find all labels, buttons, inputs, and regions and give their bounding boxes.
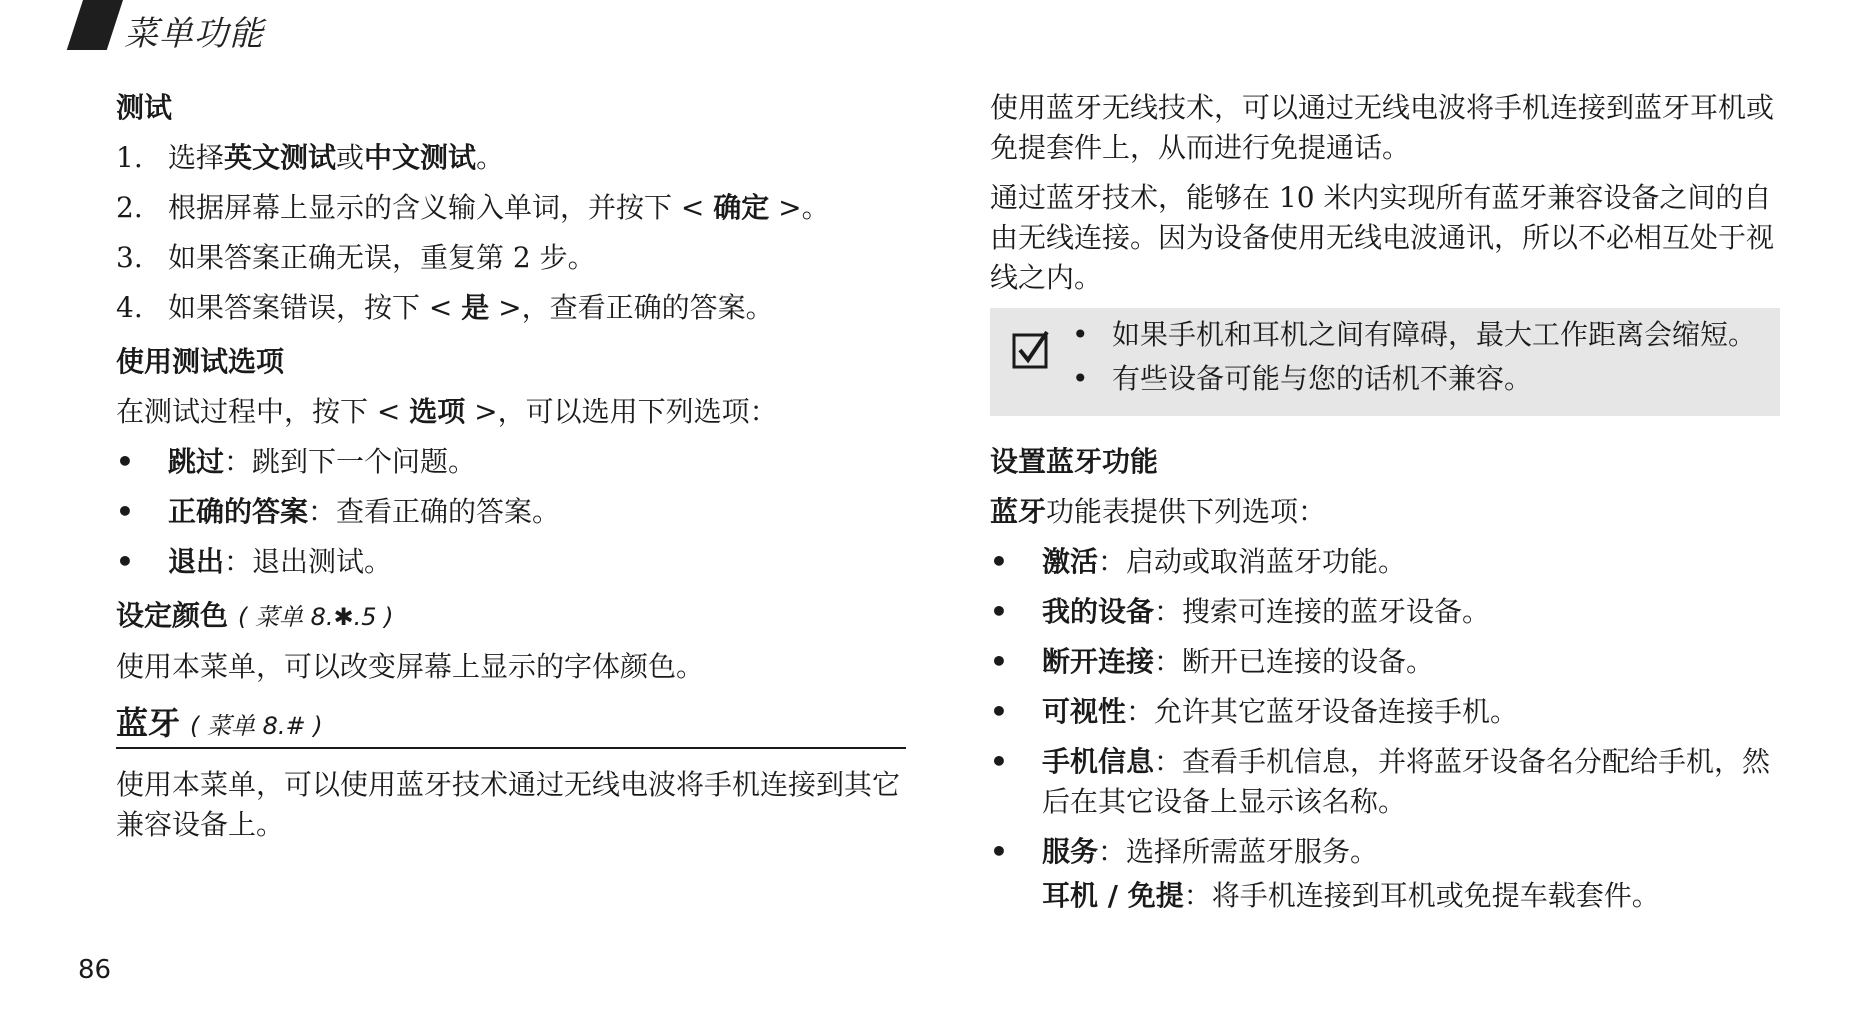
bluetooth-para-1: 使用蓝牙无线技术，可以通过无线电波将手机连接到蓝牙耳机或免提套件上，从而进行免提通话。 [990,91,1775,164]
list-item: • 激活：启动或取消蓝牙功能。 [990,542,1780,582]
color-text: 使用本菜单，可以改变屏幕上显示的字体颜色。 [116,650,705,683]
color-menu-ref: ( 菜单 8.✱.5 ) [238,603,394,631]
list-item [116,238,906,278]
left-column [116,88,906,855]
bullet: • [116,445,134,478]
bullet: • [990,745,1008,778]
setup-intro: 蓝牙功能表提供下列选项： [990,495,1327,528]
note-box [990,308,1780,416]
list-item: • 跳过：跳到下一个问题。 [116,442,906,482]
step-text: 如果答案错误，按下 < 是 >，查看正确的答案。 [168,291,774,324]
checkbox-note-icon [990,316,1072,404]
bluetooth-menu-ref: ( 菜单 8.# ) [190,712,323,740]
list-item: • 断开连接：断开已连接的设备。 [990,642,1780,682]
test-options-intro: 在测试过程中，按下 < 选项 >，可以选用下列选项： [116,395,778,428]
list-item [116,288,906,328]
list-item: • 手机信息：查看手机信息，并将蓝牙设备名分配给手机，然后在其它设备上显示该名称。 [990,742,1780,822]
step-number: 2. [116,191,143,224]
section-marker-bar [67,0,123,50]
note-text: 有些设备可能与您的话机不兼容。 [1112,362,1533,395]
bluetooth-heading: 蓝牙 [116,704,181,742]
test-heading: 测试 [116,91,173,124]
bluetooth-para-2: 通过蓝牙技术，能够在 10 米内实现所有蓝牙兼容设备之间的自由无线连接。因为设备使用无线电波通讯，所以不必相互处于视线之内。 [990,181,1775,294]
list-item [1072,316,1780,354]
bullet: • [990,645,1008,678]
list-item: • 退出：退出测试。 [116,542,906,582]
step-text: 选择英文测试或中文测试。 [168,141,505,174]
step-text: 如果答案正确无误，重复第 2 步。 [168,241,596,274]
test-options-list [116,442,906,582]
list-item: • 正确的答案：查看正确的答案。 [116,492,906,532]
setup-heading: 设置蓝牙功能 [990,445,1159,478]
page-number: 86 [78,955,112,985]
service-sub-item: 耳机 / 免提：将手机连接到耳机或免提车载套件。 [1042,879,1660,912]
list-item [1072,360,1780,398]
section-title: 菜单功能 [124,14,264,54]
list-item: • 我的设备：搜索可连接的蓝牙设备。 [990,592,1780,632]
setup-options-list [990,542,1780,872]
step-number: 3. [116,241,143,274]
step-number: 1. [116,141,143,174]
list-item: • 可视性：允许其它蓝牙设备连接手机。 [990,692,1780,732]
right-column [990,88,1780,916]
bluetooth-intro-text: 使用本菜单，可以使用蓝牙技术通过无线电波将手机连接到其它兼容设备上。 [116,768,901,841]
test-options-heading: 使用测试选项 [116,345,285,378]
bullet: • [990,695,1008,728]
step-number: 4. [116,291,143,324]
bullet: • [990,545,1008,578]
bullet: • [1072,362,1089,395]
list-item [116,188,906,228]
color-heading: 设定颜色 ( 菜单 8.✱.5 ) [116,599,394,632]
list-item [116,138,906,178]
bullet: • [990,595,1008,628]
test-steps-list [116,138,906,328]
list-item: • 服务：选择所需蓝牙服务。 [990,832,1780,872]
note-text: 如果手机和耳机之间有障碍，最大工作距离会缩短。 [1112,318,1757,351]
bullet: • [116,545,134,578]
bullet: • [1072,318,1089,351]
step-text: 根据屏幕上显示的含义输入单词，并按下 < 确定 >。 [168,191,830,224]
note-list [1072,316,1780,404]
bullet: • [116,495,134,528]
bullet: • [990,835,1008,868]
bluetooth-heading-rule [116,701,906,749]
